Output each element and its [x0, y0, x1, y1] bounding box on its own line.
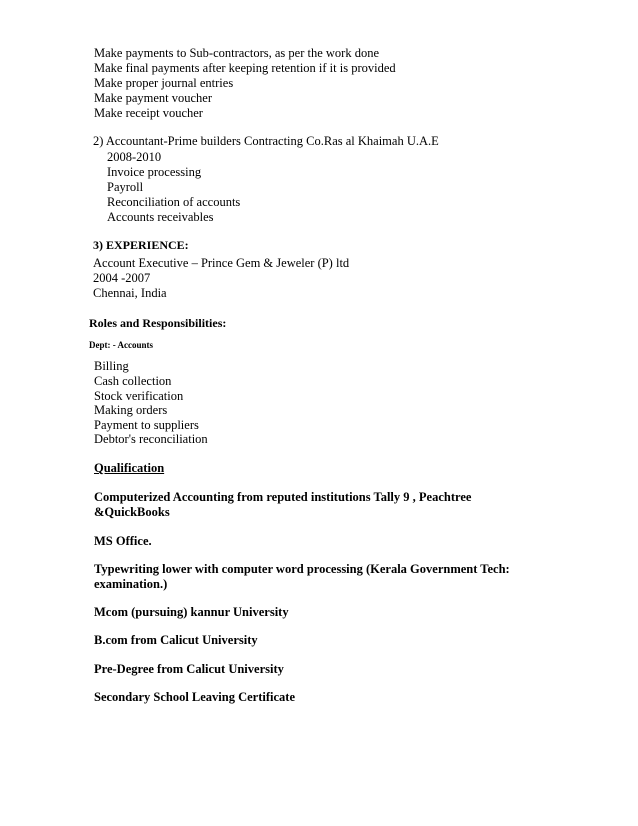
role-item: Payment to suppliers [94, 418, 199, 432]
duty-line: Make payments to Sub-contractors, as per the work done [94, 46, 379, 60]
qualification-item: Mcom (pursuing) kannur University [94, 605, 289, 619]
job2-heading: 2) Accountant-Prime builders Contracting Co.Ras al Khaimah U.A.E [93, 134, 439, 148]
qualification-item: Secondary School Leaving Certificate [94, 690, 296, 704]
qualification-item: Computerized Accounting from reputed institutions Tally 9 , Peachtree [94, 490, 472, 504]
roles-heading: Roles and Responsibilities: [89, 316, 227, 330]
dept-label: Dept: - Accounts [89, 340, 153, 350]
qualification-item: MS Office. [94, 534, 152, 548]
qualification-item: Typewriting lower with computer word processing (Kerala Government Tech: [94, 562, 510, 576]
qualification-item: examination.) [94, 577, 168, 591]
job2-duty: Accounts receivables [107, 210, 214, 224]
role-item: Cash collection [94, 374, 172, 388]
job2-duty: Reconciliation of accounts [107, 195, 241, 209]
duty-line: Make final payments after keeping retention if it is provided [94, 61, 396, 75]
qualification-item: B.com from Calicut University [94, 633, 258, 647]
role-item: Billing [94, 359, 129, 373]
experience-period: 2004 -2007 [93, 271, 151, 285]
role-item: Stock verification [94, 389, 184, 403]
experience-location: Chennai, India [93, 286, 167, 300]
duty-line: Make proper journal entries [94, 76, 234, 90]
duty-line: Make payment voucher [94, 91, 213, 105]
role-item: Debtor's reconciliation [94, 432, 208, 446]
job2-period: 2008-2010 [107, 150, 162, 164]
experience-title: Account Executive – Prince Gem & Jeweler (P) ltd [93, 256, 350, 270]
job2-duty: Payroll [107, 180, 144, 194]
experience-heading: 3) EXPERIENCE: [93, 238, 189, 252]
qualification-heading: Qualification [94, 461, 165, 475]
qualification-item: Pre-Degree from Calicut University [94, 662, 284, 676]
duty-line: Make receipt voucher [94, 106, 203, 120]
job2-duty: Invoice processing [107, 165, 202, 179]
qualification-item: &QuickBooks [94, 505, 170, 519]
role-item: Making orders [94, 403, 168, 417]
